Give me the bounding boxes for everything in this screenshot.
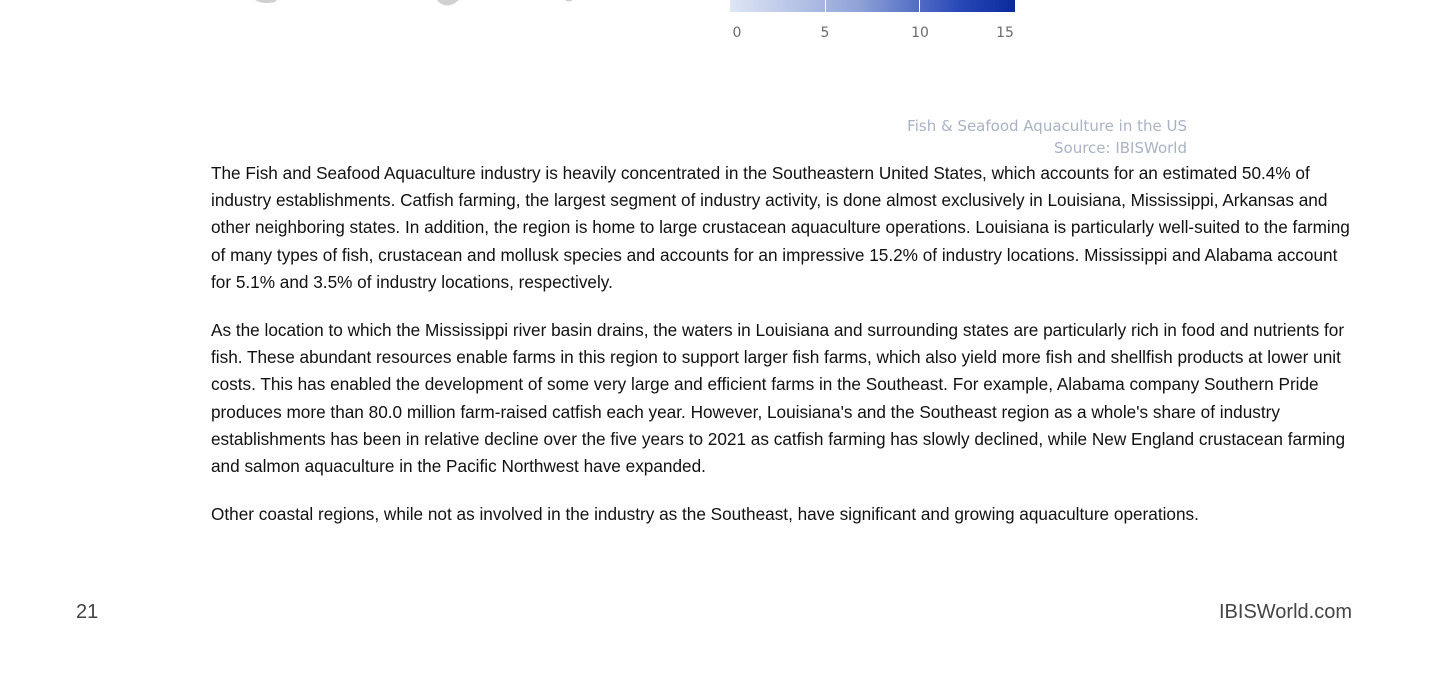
figure-title: Fish & Seafood Aquaculture in the US (907, 117, 1187, 135)
legend-tick-label: 10 (911, 25, 929, 41)
legend-tick-line (825, 0, 826, 12)
us-map-fragment (215, 0, 575, 14)
legend-tick-line (919, 0, 920, 12)
legend-tick-label: 5 (820, 25, 830, 41)
body-paragraph: Other coastal regions, while not as involved in the industry as the Southeast, have significant and growing aquaculture operations. (211, 504, 1199, 525)
site-name: IBISWorld.com (1219, 601, 1352, 623)
report-body (211, 160, 1357, 549)
map-color-scale (730, 0, 1015, 12)
body-paragraph: As the location to which the Mississippi river basin drains, the waters in Louisiana and surrounding states are particularly rich in food and nutrients for fish. These abundant resources enable farms in this region to support larger fish farms, which also yield more fish and shellfish products at lower unit costs. This has enabled the development of some very large and efficient farms in the Southeast. For example, Alabama company Southern Pride produces more than 80.0 million farm-raised catfish each year. However, Louisiana's and the Southeast region as a whole's share of industry establishments has been in relative decline over the five years to 2021 as catfish farming has slowly declined, while New England crustacean farming and salmon aquaculture in the Pacific Northwest have expanded. (211, 320, 1346, 477)
page-number: 21 (76, 601, 99, 623)
legend-tick-label: 0 (732, 25, 742, 41)
body-paragraph: The Fish and Seafood Aquaculture industry is heavily concentrated in the Southeastern United States, which accounts for an estimated 50.4% of industry establishments. Catfish farming, the largest segment of industry activity, is done almost exclusively in Louisiana, Mississippi, Arkansas and other neighboring states. In addition, the region is home to large crustacean aquaculture operations. Louisiana is particularly well-suited to the farming of many types of fish, crustacean and mollusk species and accounts for an impressive 15.2% of industry locations. Mississippi and Alabama account for 5.1% and 3.5% of industry locations, respectively. (211, 163, 1350, 292)
figure-source: Source: IBISWorld (1054, 139, 1187, 157)
legend-tick-label: 15 (996, 25, 1014, 41)
